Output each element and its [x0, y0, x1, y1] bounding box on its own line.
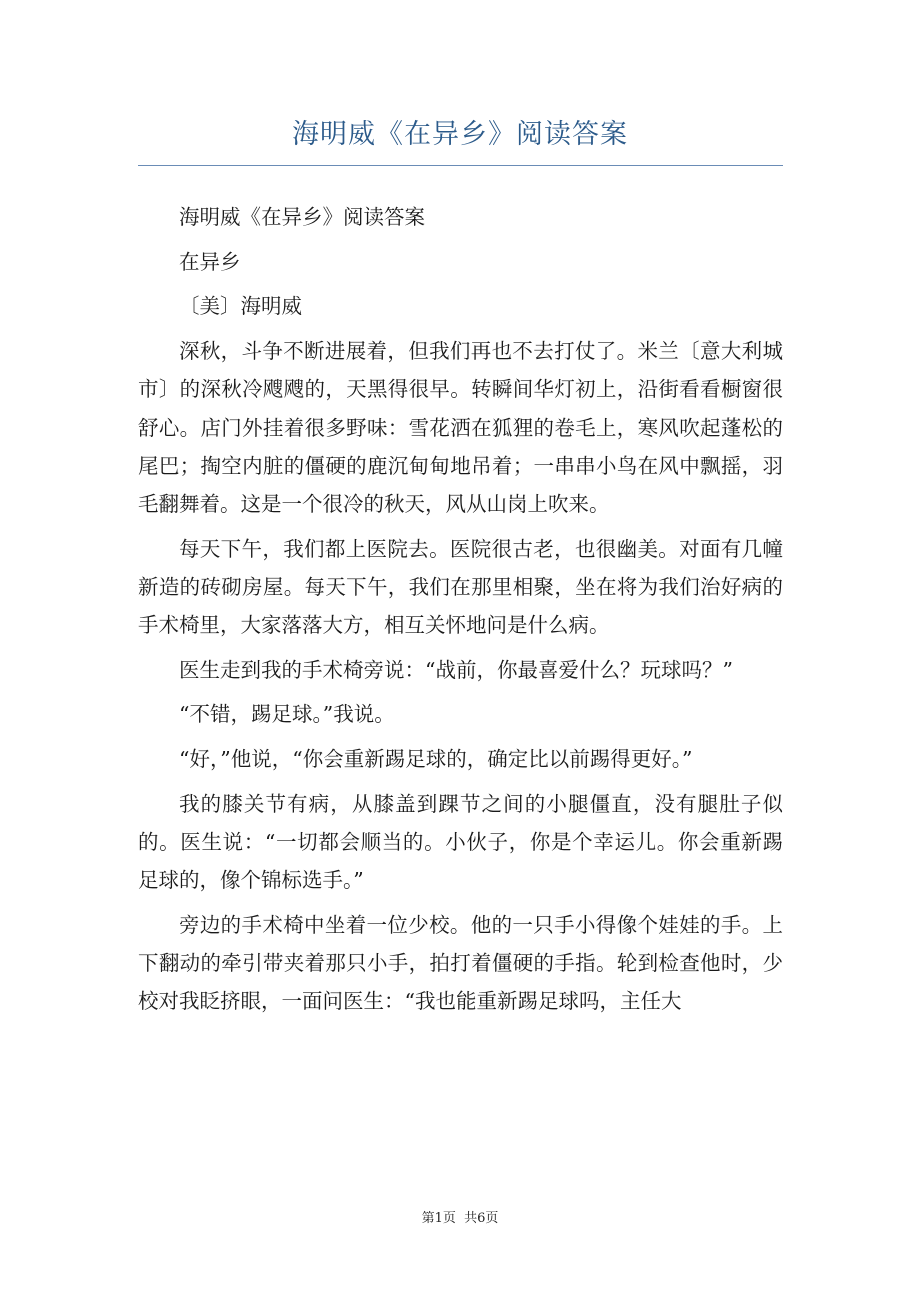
paragraph: 我的膝关节有病，从膝盖到踝节之间的小腿僵直，没有腿肚子似的。医生说：“一切都会顺当的。小伙子，你是个幸运儿。你会重新踢足球的，像个锦标选手。” [138, 791, 783, 893]
paragraph: “好，”他说，“你会重新踢足球的，确定比以前踢得更好。” [179, 747, 693, 772]
title-divider [138, 165, 783, 166]
document-body [138, 198, 783, 1027]
paragraph-heading: 海明威《在异乡》阅读答案 [179, 205, 425, 229]
paragraph: 旁边的手术椅中坐着一位少校。他的一只手小得像个娃娃的手。上下翻动的牵引带夹着那只小手，拍打着僵硬的手指。轮到检查他时，少校对我眨挤眼，一面问医生：“我也能重新踢足球吗，主任大 [138, 912, 783, 1014]
page-footer [0, 1207, 920, 1226]
paragraph: 每天下午，我们都上医院去。医院很古老，也很幽美。对面有几幢新造的砖砌房屋。每天下午，我们在那里相聚，坐在将为我们治好病的手术椅里，大家落落大方，相互关怀地问是什么病。 [138, 536, 783, 638]
paragraph-story-title: 在异乡 [179, 249, 241, 274]
page-title: 海明威《在异乡》阅读答案 [292, 119, 628, 150]
paragraph: “不错，踢足球。”我说。 [179, 702, 395, 727]
page-total: 共6页 [464, 1211, 499, 1226]
paragraph: 医生走到我的手术椅旁说：“战前，你最喜爱什么？玩球吗？” [179, 657, 733, 682]
paragraph-author: 〔美〕海明威 [179, 294, 302, 319]
page-number: 第1页 [421, 1211, 456, 1226]
paragraph: 深秋，斗争不断进展着，但我们再也不去打仗了。米兰〔意大利城市〕的深秋冷飕飕的，天黑得很早。转瞬间华灯初上，沿街看看橱窗很舒心。店门外挂着很多野味：雪花洒在狐狸的卷毛上，寒风吹起蓬松的尾巴；掏空内脏的僵硬的鹿沉甸甸地吊着；一串串小鸟在风中飘摇，羽毛翻舞着。这是一个很冷的秋天，风从山岗上吹来。 [138, 339, 783, 516]
